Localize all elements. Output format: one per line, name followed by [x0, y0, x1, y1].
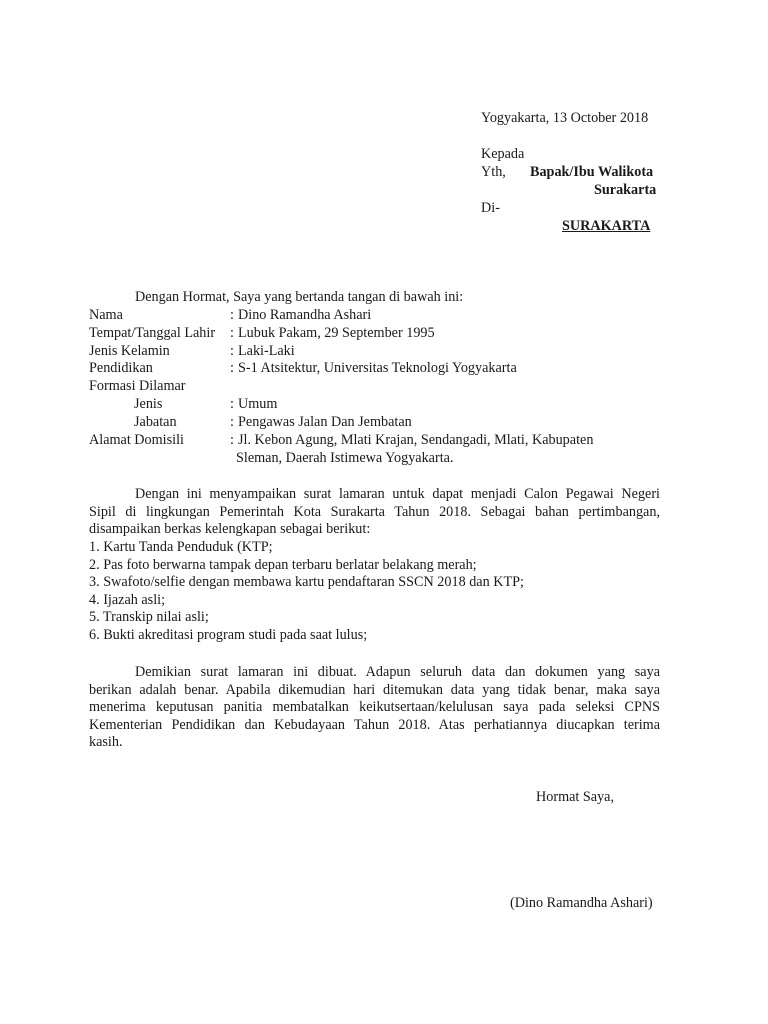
recipient-title: Bapak/Ibu Walikota — [530, 164, 654, 180]
field-value: Dino Ramandha Ashari — [238, 307, 372, 323]
list-item: 1. Kartu Tanda Penduduk (KTP; — [89, 539, 273, 555]
paragraph-line: Demikian surat lamaran ini dibuat. Adapun seluruh data dan dokumen yang saya — [135, 664, 660, 680]
field-label: Jabatan — [134, 414, 177, 430]
field-label: Jenis — [134, 396, 163, 412]
field-row-education — [89, 360, 689, 378]
field-row-gender — [89, 343, 689, 361]
field-row-formasi — [89, 378, 689, 396]
list-item: 4. Ijazah asli; — [89, 591, 166, 608]
field-row-address — [89, 432, 689, 450]
recipient-city: Surakarta — [594, 182, 657, 198]
destination-city: SURAKARTA — [562, 218, 651, 234]
signatory-name: (Dino Ramandha Ashari) — [510, 895, 653, 911]
field-colon: : — [230, 414, 234, 430]
closing-paragraph — [89, 664, 660, 752]
field-label: Pendidikan — [89, 360, 153, 376]
body-paragraph — [89, 486, 660, 539]
salutation: Hormat Saya, — [536, 789, 615, 805]
paragraph-line: Sipil di lingkungan Pemerintah Kota Surakarta Tahun 2018. Sebagai bahan pertimbangan, — [89, 503, 660, 520]
field-row-address-cont — [89, 450, 689, 468]
field-row-jenis — [89, 396, 689, 414]
field-label: Jenis Kelamin — [89, 343, 170, 359]
letter-header — [0, 0, 768, 240]
field-label: Alamat Domisili — [89, 432, 184, 448]
place-date: Yogyakarta, 13 October 2018 — [481, 110, 649, 126]
list-item: 5. Transkip nilai asli; — [89, 609, 209, 625]
field-colon: : — [230, 325, 234, 341]
field-value: Laki-Laki — [238, 343, 295, 359]
list-item: 3. Swafoto/selfie dengan membawa kartu pendaftaran SSCN 2018 dan KTP; — [89, 574, 524, 590]
field-colon: : — [230, 307, 234, 323]
kepada-label: Kepada — [481, 146, 525, 162]
yth-label: Yth, — [481, 164, 506, 180]
paragraph-line: kasih. — [89, 734, 123, 750]
paragraph-line: menerima keputusan panitia membatalkan keikutsertaan/kelulusan saya pada seleksi CPNS — [89, 699, 660, 715]
paragraph-line: disampaikan berkas kelengkapan sebagai berikut: — [89, 521, 371, 537]
field-colon: : — [230, 360, 234, 376]
field-value: Sleman, Daerah Istimewa Yogyakarta. — [236, 450, 454, 466]
di-label: Di- — [481, 200, 500, 216]
field-value: S-1 Atsitektur, Universitas Teknologi Yogyakarta — [238, 360, 517, 376]
paragraph-line: Dengan ini menyampaikan surat lamaran untuk dapat menjadi Calon Pegawai Negeri — [135, 486, 660, 502]
field-colon: : — [230, 432, 234, 448]
list-item: 2. Pas foto berwarna tampak depan terbaru berlatar belakang merah; — [89, 556, 477, 573]
field-value: Lubuk Pakam, 29 September 1995 — [238, 325, 435, 341]
field-colon: : — [230, 396, 234, 412]
field-label: Formasi Dilamar — [89, 378, 186, 394]
paragraph-line: berikan adalah benar. Apabila dikemudian hari ditemukan data yang tidak benar, maka saya — [89, 681, 660, 698]
field-value: Pengawas Jalan Dan Jembatan — [238, 414, 412, 430]
field-row-nama — [89, 307, 689, 325]
field-label: Tempat/Tanggal Lahir — [89, 325, 216, 341]
list-item: 6. Bukti akreditasi program studi pada saat lulus; — [89, 626, 368, 643]
opening-line: Dengan Hormat, Saya yang bertanda tangan di bawah ini: — [135, 289, 464, 305]
paragraph-line: Kementerian Pendidikan dan Kebudayaan Tahun 2018. Atas perhatiannya diucapkan terima — [89, 716, 660, 733]
field-colon: : — [230, 343, 234, 359]
field-row-ttl — [89, 325, 689, 343]
field-value: Umum — [238, 396, 278, 412]
field-row-jabatan — [89, 414, 689, 432]
field-value: Jl. Kebon Agung, Mlati Krajan, Sendangadi, Mlati, Kabupaten — [238, 432, 594, 448]
documents-list — [89, 539, 524, 644]
field-label: Nama — [89, 307, 123, 323]
